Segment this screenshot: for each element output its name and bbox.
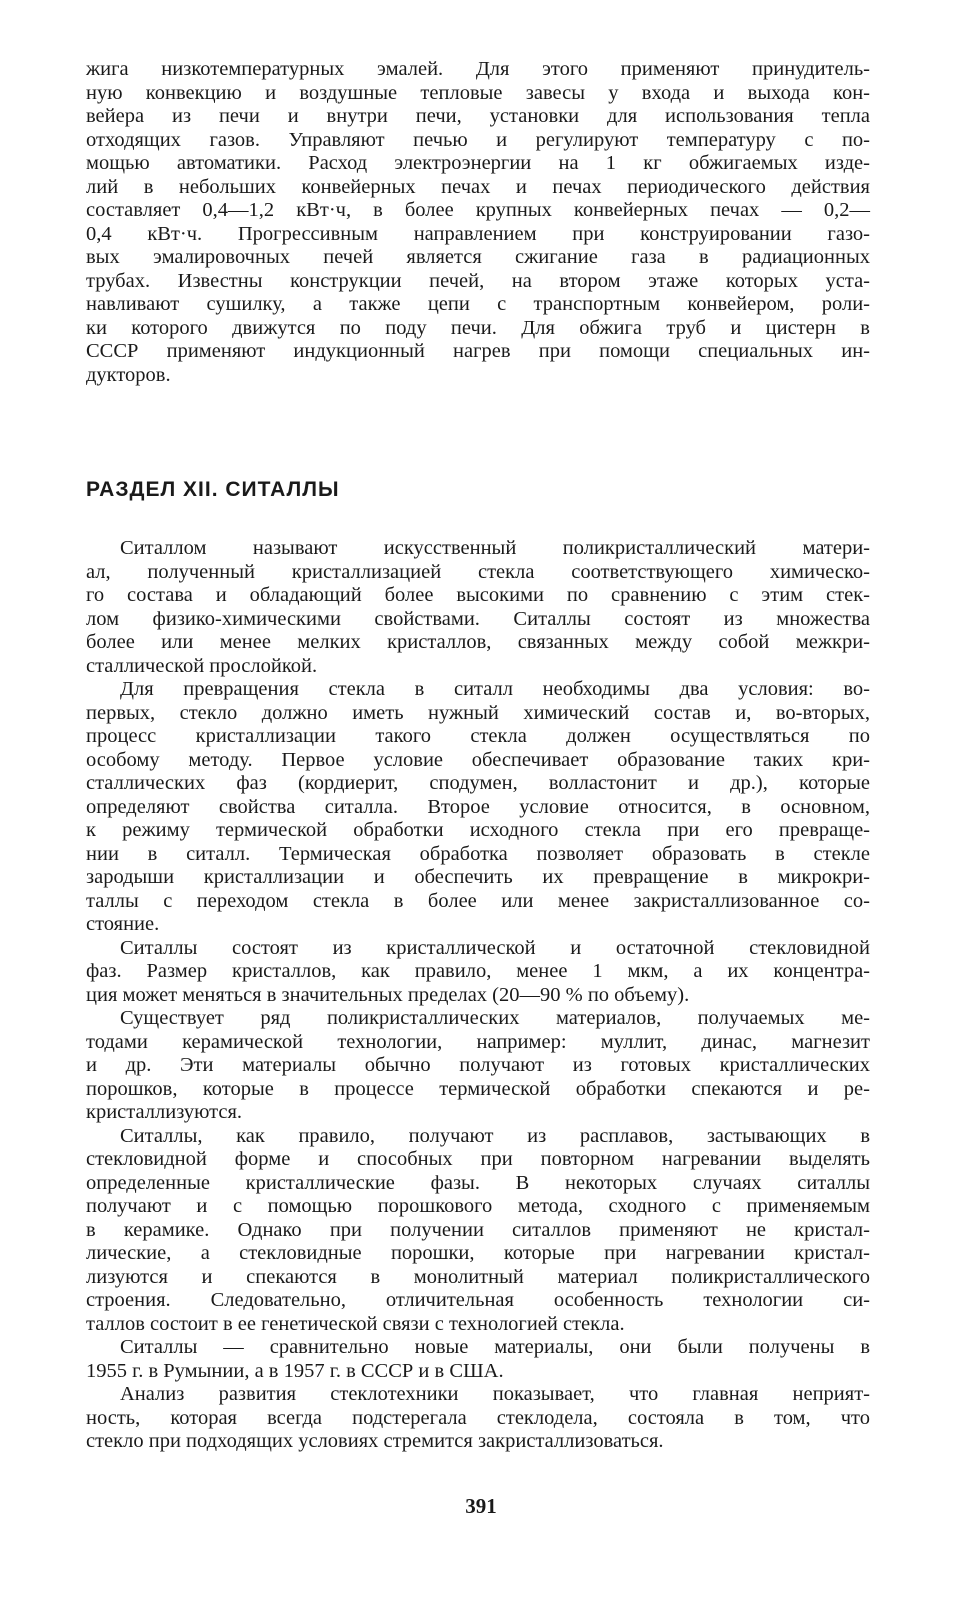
- heading-spacer: [86, 507, 870, 537]
- text-line: кристаллизуются.: [86, 1101, 243, 1123]
- paragraph: [86, 537, 870, 678]
- text-line: 1955 г. в Румынии, а в 1957 г. в СССР и в США.: [86, 1359, 504, 1382]
- section-body: [86, 537, 870, 1454]
- text-line: таллы с переходом стекла в более или менее закристаллизованное со-: [86, 889, 870, 912]
- text-line: дукторов.: [86, 363, 171, 386]
- text-line: строения. Следовательно, отличительная особенность технологии си-: [86, 1289, 870, 1311]
- text-line: процесс кристаллизации такого стекла должен осуществляться по: [86, 725, 870, 747]
- text-line: стояние.: [86, 913, 160, 935]
- text-line: сталлической прослойкой.: [86, 654, 318, 677]
- text-line: мощью автоматики. Расход электроэнергии на 1 кг обжигаемых изде-: [86, 152, 870, 174]
- text-line: вых эмалировочных печей является сжигание газа в радиационных: [86, 246, 870, 268]
- text-line: ность, которая всегда подстерегала стеклодела, состояла в том, что: [86, 1406, 870, 1429]
- text-line: Ситаллы, как правило, получают из расплавов, застывающих в: [120, 1124, 870, 1147]
- text-line: ал, полученный кристаллизацией стекла соответствующего химическо-: [86, 560, 870, 583]
- text-line: Ситаллы — сравнительно новые материалы, они были получены в: [120, 1336, 870, 1358]
- text-line: определенные кристаллические фазы. В некоторых случаях ситаллы: [86, 1171, 870, 1194]
- text-line: отходящих газов. Управляют печью и регулируют температуру с по-: [86, 128, 870, 151]
- text-line: Анализ развития стеклотехники показывает, что главная неприят-: [120, 1383, 870, 1405]
- text-line: фаз. Размер кристаллов, как правило, менее 1 мкм, а их концентра-: [86, 960, 870, 982]
- text-line: лий в небольших конвейерных печах и печах периодического действия: [86, 175, 870, 198]
- text-line: лические, а стекловидные порошки, которые при нагревании кристал-: [86, 1242, 870, 1264]
- text-line: особому методу. Первое условие обеспечивает образование таких кри-: [86, 748, 870, 771]
- text-line: зародыши кристаллизации и обеспечить их превращение в микрокри-: [86, 866, 870, 888]
- text-line: к режиму термической обработки исходного стекла при его превраще-: [86, 819, 870, 841]
- text-line: нии в ситалл. Термическая обработка позволяет образовать в стекле: [86, 842, 870, 865]
- paragraph: [86, 937, 870, 1008]
- text-line: ную конвекцию и воздушные тепловые завесы у входа и выхода кон-: [86, 81, 870, 104]
- text-line: го состава и обладающий более высокими по сравнению с этим стек-: [86, 584, 870, 606]
- text-line: составляет 0,4—1,2 кВт·ч, в более крупных конвейерных печах — 0,2—: [86, 199, 870, 221]
- text-line: стекловидной форме и способных при повторном нагревании выделять: [86, 1148, 870, 1170]
- text-line: СССР применяют индукционный нагрев при помощи специальных ин-: [86, 340, 870, 362]
- text-line: порошков, которые в процессе термической обработки спекаются и ре-: [86, 1077, 870, 1100]
- text-line: таллов состоит в ее генетической связи с технологией стекла.: [86, 1312, 625, 1335]
- text-line: ки которого движутся по поду печи. Для обжига труб и цистерн в: [86, 316, 870, 339]
- page-number: 391: [465, 1494, 497, 1518]
- intro-paragraph: [86, 58, 870, 387]
- section-spacer: [86, 387, 870, 473]
- text-line: жига низкотемпературных эмалей. Для этого применяют принудитель-: [86, 58, 870, 80]
- text-line: ция может меняться в значительных пределах (20—90 % по объему).: [86, 983, 690, 1006]
- text-line: тодами керамической технологии, например: муллит, динас, магнезит: [86, 1030, 870, 1053]
- paragraph: [86, 1336, 870, 1383]
- paragraph: [86, 678, 870, 937]
- text-line: 0,4 кВт·ч. Прогрессивным направлением при конструировании газо-: [86, 222, 870, 245]
- paragraph: [86, 1383, 870, 1454]
- text-line: Ситаллом называют искусственный поликристаллический матери-: [120, 537, 870, 559]
- text-line: Существует ряд поликристаллических материалов, получаемых ме-: [120, 1007, 870, 1029]
- text-line: в керамике. Однако при получении ситаллов применяют не кристал-: [86, 1218, 870, 1241]
- text-line: сталлических фаз (кордиерит, сподумен, волластонит и др.), которые: [86, 772, 870, 794]
- text-line: определяют свойства ситалла. Второе условие относится, в основном,: [86, 795, 870, 818]
- text-line: трубах. Известны конструкции печей, на втором этаже которых уста-: [86, 269, 870, 292]
- book-page: [86, 58, 870, 1454]
- text-line: Ситаллы состоят из кристаллической и остаточной стекловидной: [120, 936, 870, 959]
- text-line: лом физико-химическими свойствами. Ситаллы состоят из множества: [86, 607, 870, 630]
- paragraph: [86, 1125, 870, 1337]
- text-line: первых, стекло должно иметь нужный химический состав и, во-вторых,: [86, 701, 870, 724]
- text-line: лизуются и спекаются в монолитный материал поликристаллического: [86, 1265, 870, 1288]
- text-line: и др. Эти материалы обычно получают из готовых кристаллических: [86, 1054, 870, 1076]
- paragraph: [86, 1007, 870, 1125]
- text-line: более или менее мелких кристаллов, связанных между собой межкри-: [86, 631, 870, 653]
- text-line: навливают сушилку, а также цепи с транспортным конвейером, роли-: [86, 293, 870, 315]
- text-line: стекло при подходящих условиях стремится закристаллизоваться.: [86, 1430, 664, 1452]
- text-line: получают и с помощью порошкового метода, сходного с применяемым: [86, 1195, 870, 1217]
- text-line: Для превращения стекла в ситалл необходимы два условия: во-: [120, 678, 870, 700]
- section-heading: РАЗДЕЛ XII. СИТАЛЛЫ: [86, 478, 340, 501]
- text-line: вейера из печи и внутри печи, установки для использования тепла: [86, 105, 870, 127]
